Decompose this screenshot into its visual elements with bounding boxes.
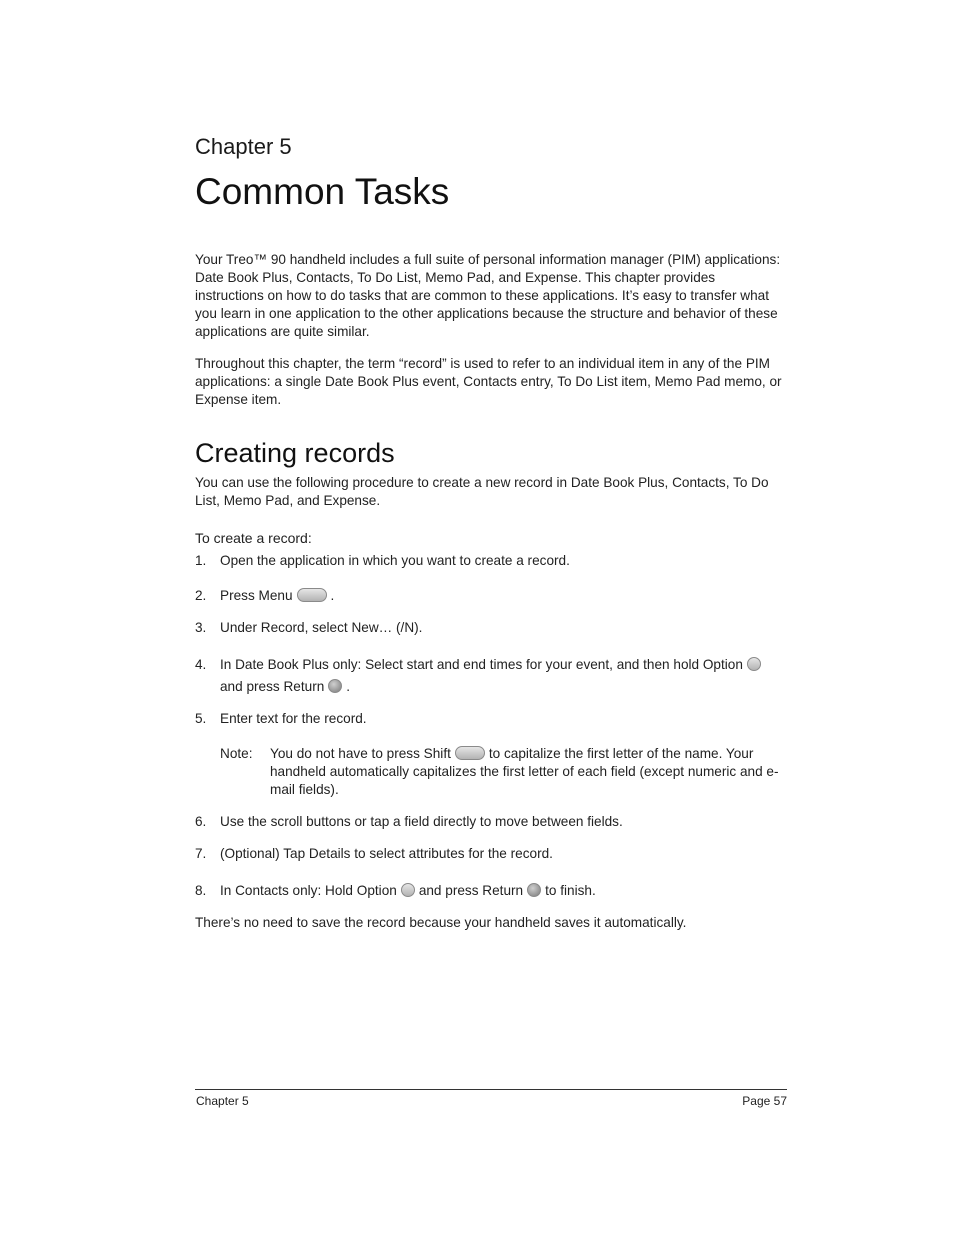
step-number: 6.	[195, 814, 207, 829]
step-text-part: Press Menu	[220, 588, 293, 603]
step-4	[195, 654, 787, 698]
chapter-label: Chapter 5	[195, 134, 292, 159]
step-5	[195, 708, 787, 730]
step-text-part: In Contacts only: Hold Option	[220, 883, 397, 898]
step-number: 3.	[195, 620, 207, 635]
step-text	[220, 654, 785, 698]
step-number: 4.	[195, 657, 207, 672]
note-label: Note:	[220, 746, 253, 761]
step-8	[195, 880, 787, 902]
step-text: Enter text for the record.	[220, 711, 367, 726]
menu-key-icon	[297, 588, 327, 602]
note-text	[270, 745, 787, 799]
footer-chapter: Chapter 5	[196, 1094, 249, 1108]
note	[220, 745, 787, 799]
return-key-icon	[527, 883, 541, 897]
step-1	[195, 550, 787, 572]
step-number: 2.	[195, 588, 207, 603]
step-7	[195, 843, 787, 865]
step-2	[195, 585, 787, 607]
step-text: Under Record, select New… (/N).	[220, 620, 423, 635]
option-key-icon	[401, 883, 415, 897]
footer-page-number: Page 57	[742, 1094, 787, 1108]
step-text-part: In Date Book Plus only: Select start and end times for your event, and then hold Option	[220, 657, 743, 672]
footer-divider	[195, 1089, 787, 1090]
section-intro: You can use the following procedure to create a new record in Date Book Plus, Contacts, To Do List, Memo Pad, and Expense.	[195, 475, 769, 508]
step-6	[195, 811, 787, 833]
return-key-icon	[328, 679, 342, 693]
option-key-icon	[747, 657, 761, 671]
note-text-part: You do not have to press Shift	[270, 746, 451, 761]
step-number: 7.	[195, 846, 207, 861]
step-text-part: .	[330, 588, 335, 603]
shift-key-icon	[455, 746, 485, 760]
step-3	[195, 617, 787, 639]
intro-paragraph-2: Throughout this chapter, the term “record” is used to refer to an individual item in any of the PIM applications: a single Date Book Plus event, Contacts entry, To Do List item, Memo Pad memo, or Expense item.	[195, 356, 782, 407]
intro-paragraph-1: Your Treo™ 90 handheld includes a full suite of personal information manager (PIM) applications: Date Book Plus, Contacts, To Do List, Memo Pad, and Expense. This chapter provides instructions on how to do tasks that are common to these applications. It’s easy to transfer what you learn in one application to the other applications because the structure and behavior of these applications are quite similar.	[195, 252, 781, 339]
step-text	[220, 880, 785, 902]
step-text-part: and press Return	[220, 679, 325, 694]
step-text-part: and press Return	[418, 883, 524, 898]
step-text: Open the application in which you want to create a record.	[220, 553, 570, 568]
section-title: Creating records	[195, 438, 395, 468]
step-text	[220, 585, 785, 607]
step-text: (Optional) Tap Details to select attributes for the record.	[220, 846, 553, 861]
closing-paragraph: There’s no need to save the record because your handheld saves it automatically.	[195, 915, 687, 930]
step-number: 1.	[195, 553, 207, 568]
step-number: 5.	[195, 711, 207, 726]
step-text: Use the scroll buttons or tap a field directly to move between fields.	[220, 814, 623, 829]
procedure-title: To create a record:	[195, 530, 312, 546]
step-text-part: to finish.	[545, 883, 596, 898]
step-text-part: .	[346, 679, 351, 694]
step-number: 8.	[195, 883, 207, 898]
chapter-title: Common Tasks	[195, 171, 450, 212]
note-text-part: to capitalize the first letter of the name. Your handheld automatically capitalizes the first letter of each field (except numeric and e-mail fields).	[270, 746, 779, 797]
